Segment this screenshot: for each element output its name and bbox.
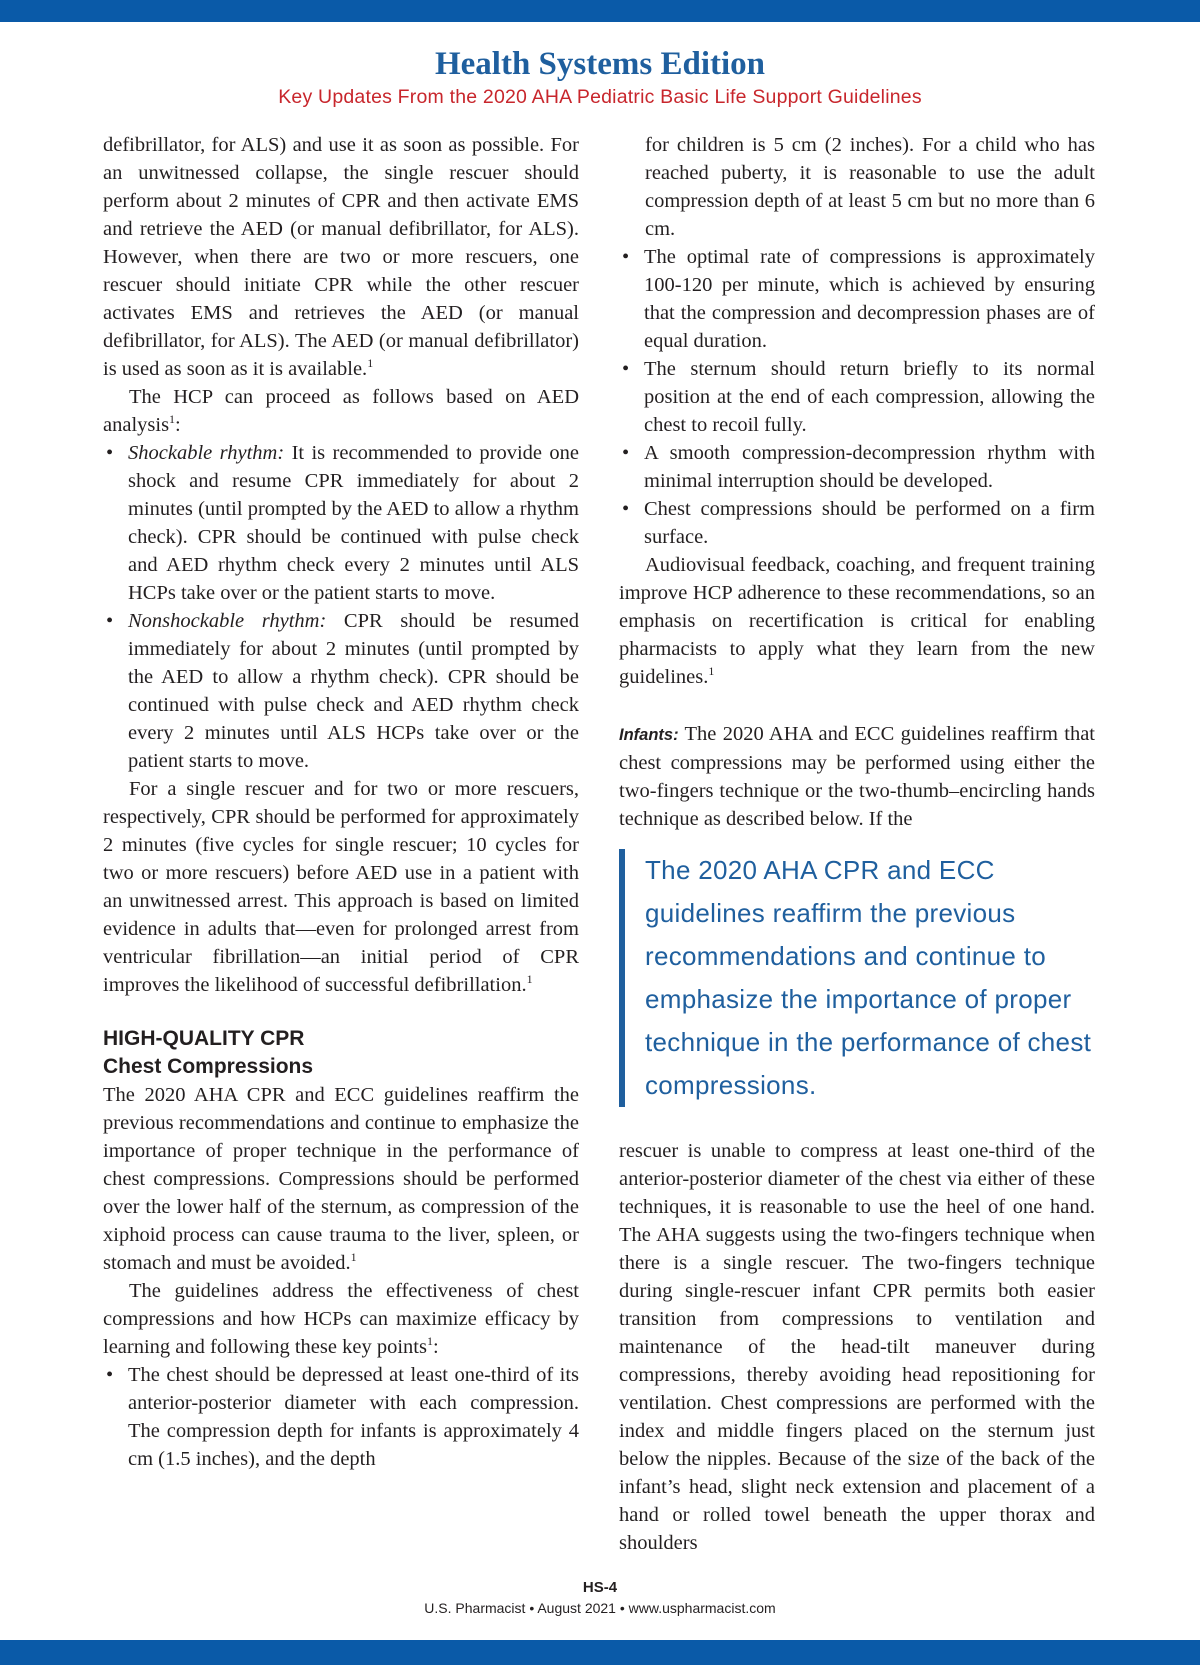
body-paragraph: Audiovisual feedback, coaching, and frequent training improve HCP adherence to these recommendations, so an emphasis on recertification is critical for enabling pharmacists to apply what they learn from the new guidelines.$^1$ — [619, 554, 1095, 688]
list-item: • The sternum should return briefly to its normal position at the end of each compression, allowing the chest to recoil fully. — [619, 355, 1095, 439]
page-header — [0, 44, 1200, 110]
publication-line: U.S. Pharmacist • August 2021 • www.uspharmacist.com — [424, 1600, 776, 1616]
reference-marker: 1 — [169, 412, 176, 426]
body-paragraph: The HCP can proceed as follows based on AED analysis$^1$: — [103, 386, 579, 436]
body-paragraph: rescuer is unable to compress at least one-third of the anterior-posterior diameter of the chest via either of these techniques, it is reasonable to use the heel of one hand. The AHA suggests using the two-fingers technique when there is a single rescuer. The two-fingers technique during single-rescuer infant CPR permits both easier transition from compressions to ventilation and maintenance of the head-tilt maneuver during compressions, thereby avoiding head repositioning for ventilation. Chest compressions are performed with the index and middle fingers placed on the sternum just below the nipples. Because of the size of the back of the infant’s head, slight neck extension and placement of a hand or rolled towel beneath the upper thorax and shoulders — [619, 1140, 1095, 1554]
subsection-heading: Chest Compressions — [103, 1055, 314, 1078]
body-paragraph: defibrillator, for ALS) and use it as soon as possible. For an unwitnessed collapse, the single rescuer should perform about 2 minutes of CPR and then activate EMS and retrieve the AED (or manual defibrillator, for ALS). However, when there are two or more rescuers, one rescuer should initiate CPR while the other rescuer activates EMS and retrieves the AED (or manual defibrillator, for ALS). The AED (or manual defibrillator) is used as soon as it is available.$^1$ — [103, 134, 579, 380]
reference-marker: 1 — [367, 356, 374, 370]
edition-title: Health Systems Edition — [434, 46, 766, 82]
rhythm-list — [103, 439, 579, 775]
bullet-icon: • — [106, 1364, 114, 1386]
left-column — [103, 131, 579, 1473]
list-item: • A smooth compression-decompression rhythm with minimal interruption should be developed. — [619, 439, 1095, 495]
pull-quote — [619, 849, 1095, 1107]
page-number: HS-4 — [582, 1579, 618, 1596]
bullet-icon: • — [106, 442, 114, 464]
reference-marker: 1 — [526, 972, 533, 986]
bullet-icon: • — [622, 498, 630, 520]
bullet-icon: • — [622, 246, 630, 268]
list-item-continuation: for children is 5 cm (2 inches). For a child who has reached puberty, it is reasonable to use the adult compression depth of at least 5 cm but no more than 6 cm. — [645, 134, 1095, 240]
list-item: • The optimal rate of compressions is approximately 100-120 per minute, which is achieved by ensuring that the compression and decompression phases are of equal duration. — [619, 243, 1095, 355]
reference-marker: 1 — [708, 664, 715, 678]
infants-lead-in: Infants: — [619, 726, 679, 744]
list-item: • Shockable rhythm: It is recommended to provide one shock and resume CPR immediately for about 2 minutes (until prompted by the AED to allow a rhythm check). CPR should be continued with pulse check and AED rhythm check every 2 minutes until ALS HCPs take over or the patient starts to move. — [103, 439, 579, 607]
body-paragraph: The 2020 AHA CPR and ECC guidelines reaffirm the previous recommendations and continue to emphasize the importance of proper technique in the performance of chest compressions. Compressions should be performed over the lower half of the sternum, as compression of the xiphoid process can cause trauma to the liver, spleen, or stomach and must be avoided.$^1$ — [103, 1084, 579, 1274]
body-paragraph: Infants: The 2020 AHA and ECC guidelines reaffirm that chest compressions may be performed using either the two-fingers technique or the two-thumb–encircling hands technique as described below. If the — [619, 723, 1095, 830]
page-footer — [0, 1578, 1200, 1618]
body-paragraph: For a single rescuer and for two or more rescuers, respectively, CPR should be performed for approximately 2 minutes (five cycles for single rescuer; 10 cycles for two or more rescuers) before AED use in a patient with an unwitnessed arrest. This approach is based on limited evidence in adults that—even for prolonged arrest from ventricular fibrillation—an initial period of CPR improves the likelihood of successful defibrillation.$^1$ — [103, 778, 579, 996]
list-item: • The chest should be depressed at least one-third of its anterior-posterior diameter with each compression. The compression depth for infants is approximately 4 cm (1.5 inches), and the depth — [103, 1361, 579, 1473]
list-item: • Nonshockable rhythm: CPR should be resumed immediately for about 2 minutes (until prompted by the AED to allow a rhythm check). CPR should be continued with pulse check and AED rhythm check every 2 minutes until ALS HCPs take over or the patient starts to move. — [103, 607, 579, 775]
article-subtitle: Key Updates From the 2020 AHA Pediatric Basic Life Support Guidelines — [278, 86, 922, 108]
bullet-icon: • — [622, 358, 630, 380]
reference-marker: 1 — [426, 1334, 433, 1348]
top-color-bar — [0, 0, 1200, 22]
section-heading: HIGH-QUALITY CPR — [103, 1027, 305, 1050]
reference-marker: 1 — [350, 1250, 357, 1264]
bullet-icon: • — [106, 610, 114, 632]
body-paragraph: The guidelines address the effectiveness of chest compressions and how HCPs can maximize efficacy by learning and following these key points$^1$: — [103, 1280, 579, 1358]
right-column — [619, 131, 1095, 1557]
key-points-list — [103, 1361, 579, 1473]
key-points-list — [619, 243, 1095, 551]
bullet-icon: • — [622, 442, 630, 464]
list-item: • Chest compressions should be performed on a firm surface. — [619, 495, 1095, 551]
bottom-color-bar — [0, 1640, 1200, 1665]
pull-quote-text: The 2020 AHA CPR and ECC guidelines reaffirm the previous recommendations and continue to emphasize the importance of proper technique in the performance of chest compressions. — [645, 855, 1092, 1100]
